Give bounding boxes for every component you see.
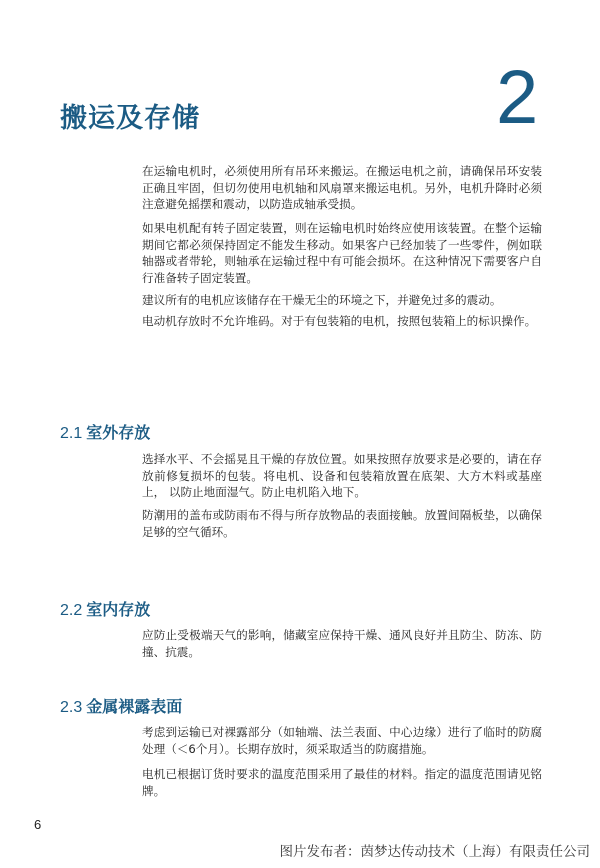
section-heading-outdoor xyxy=(60,420,150,443)
chapter-number: 2 xyxy=(496,55,539,140)
section-number: 2.1 xyxy=(60,425,83,442)
section-paragraph: 应防止受极端天气的影响，储藏室应保持干燥、通风良好并且防尘、防冻、防撞、抗震。 xyxy=(142,628,542,659)
intro-paragraph: 如果电机配有转子固定装置，则在运输电机时始终应使用该装置。在整个运输期间它都必须保持固定不能发生移动。如果客户已经加装了一些零件，例如联轴器或者带轮，则轴承在运输过程中有可能会损坏。在这种情况下需要客户自行准备转子固定装置。 xyxy=(142,221,542,285)
section-number: 2.3 xyxy=(60,699,83,716)
section-paragraph: 防潮用的盖布或防雨布不得与所存放物品的表面接触。放置间隔板垫，以确保足够的空气循环。 xyxy=(142,508,542,539)
publisher-watermark: 图片发布者：茵梦达传动技术（上海）有限责任公司 xyxy=(279,844,590,860)
chapter-title: 搬运及存储 xyxy=(60,103,200,134)
section-title: 室内存放 xyxy=(86,600,151,619)
section-number: 2.2 xyxy=(60,602,83,619)
intro-paragraph: 建议所有的电机应该储存在干燥无尘的环境之下，并避免过多的震动。 xyxy=(142,293,502,307)
intro-paragraph: 在运输电机时，必须使用所有吊环来搬运。在搬运电机之前，请确保吊环安装正确且牢固，但切勿使用电机轴和风扇罩来搬运电机。另外，电机升降时必须注意避免摇摆和震动，以防造成轴承受损。 xyxy=(142,164,542,212)
section-paragraph: 考虑到运输已对裸露部分（如轴端、法兰表面、中心边缘）进行了临时的防腐处理（＜6个月）。长期存放时，须采取适当的防腐措施。 xyxy=(142,725,542,756)
page-number: 6 xyxy=(34,817,42,832)
section-paragraph: 选择水平、不会摇晃且干燥的存放位置。如果按照存放要求是必要的，请在存放前修复损坏的包装。将电机、设备和包装箱放置在底架、大方木料或基座上， 以防止地面湿气。防止电机陷入地下。 xyxy=(142,452,542,500)
section-heading-indoor xyxy=(60,597,150,620)
intro-paragraph: 电动机存放时不允许堆码。对于有包装箱的电机，按照包装箱上的标识操作。 xyxy=(142,314,537,328)
section-title: 室外存放 xyxy=(86,423,151,442)
section-paragraph: 电机已根据订货时要求的温度范围采用了最佳的材料。指定的温度范围请见铭牌。 xyxy=(142,767,542,798)
section-title: 金属裸露表面 xyxy=(86,697,183,716)
section-heading-bare-metal xyxy=(60,694,182,717)
